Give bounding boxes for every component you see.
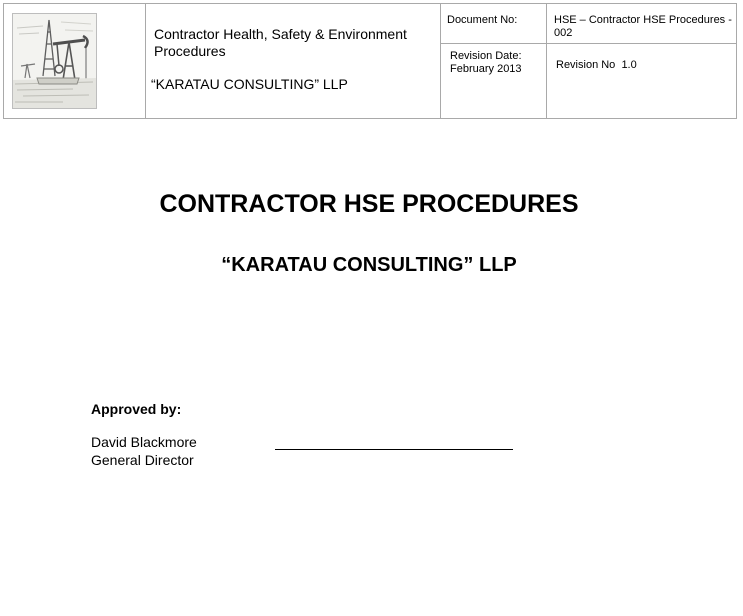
document-no-value: HSE – Contractor HSE Procedures - 002 bbox=[554, 14, 732, 39]
approver-name: David Blackmore bbox=[91, 434, 197, 450]
header-title: Contractor Health, Safety & Environment Procedures bbox=[154, 26, 407, 59]
company-title-row bbox=[0, 254, 743, 277]
document-header-table bbox=[3, 3, 737, 119]
document-title-row bbox=[0, 190, 743, 219]
oil-pump-jack-icon bbox=[13, 14, 96, 108]
approver-role: General Director bbox=[91, 452, 194, 468]
revision-date-cell bbox=[441, 44, 547, 118]
approved-by-label: Approved by: bbox=[91, 401, 182, 417]
header-title-cell bbox=[146, 4, 441, 118]
revision-no-label: Revision No bbox=[556, 59, 616, 71]
document-no-label-cell bbox=[441, 4, 547, 44]
signature-line bbox=[275, 449, 513, 450]
header-company: “KARATAU CONSULTING” LLP bbox=[151, 76, 348, 92]
document-no-value-cell bbox=[547, 4, 736, 44]
revision-no-value: 1.0 bbox=[621, 59, 637, 71]
company-title: “KARATAU CONSULTING” LLP bbox=[221, 254, 517, 276]
logo-cell bbox=[4, 4, 146, 118]
revision-date-label: Revision Date: bbox=[450, 50, 522, 62]
revision-date-value: February 2013 bbox=[450, 63, 522, 75]
document-title: CONTRACTOR HSE PROCEDURES bbox=[159, 190, 579, 218]
document-no-label: Document No: bbox=[447, 14, 518, 26]
revision-no-text bbox=[556, 59, 637, 72]
revision-no-cell bbox=[547, 44, 736, 118]
oil-pump-jack-logo-icon bbox=[12, 13, 97, 109]
